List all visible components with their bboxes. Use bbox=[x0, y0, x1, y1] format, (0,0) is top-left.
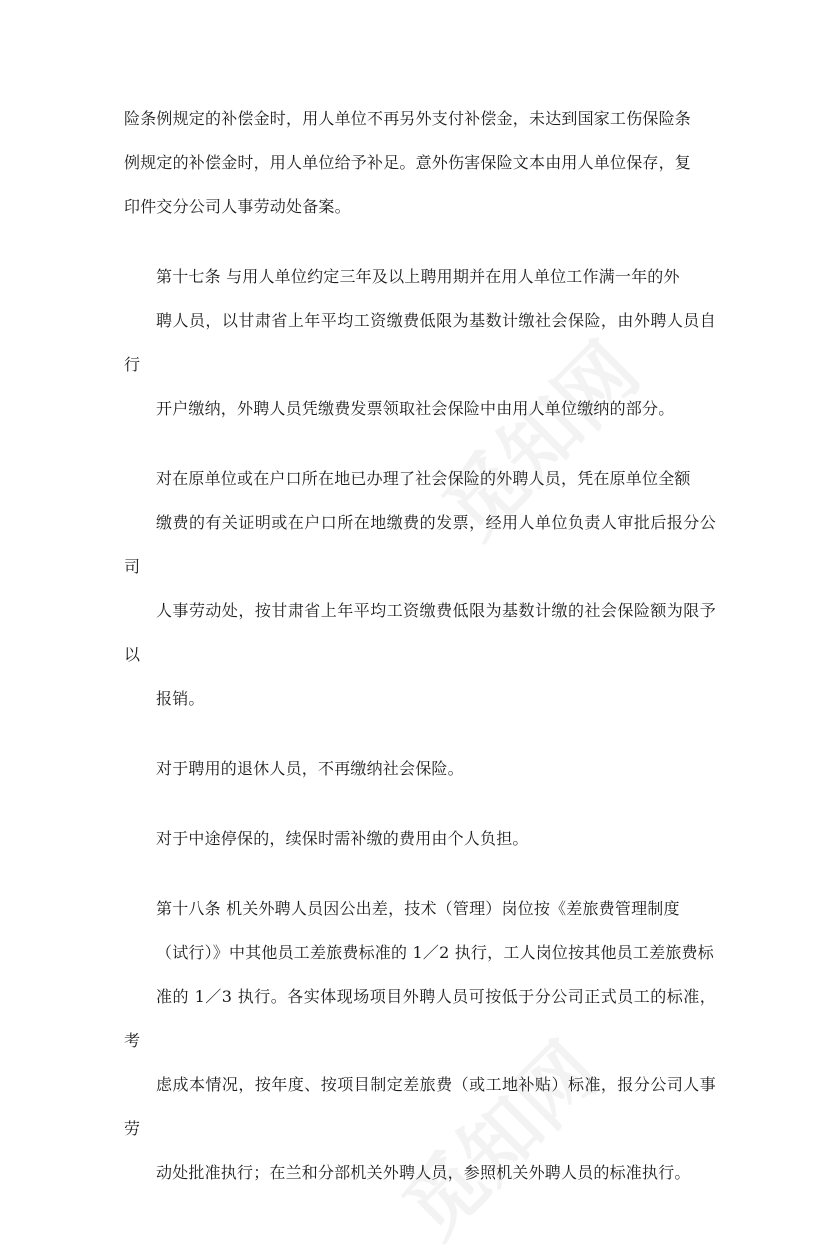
text-line: 险条例规定的补偿金时，用人单位不再另外支付补偿金，未达到国家工伤保险条 bbox=[124, 109, 692, 128]
text-line: 虑成本情况，按年度、按项目制定差旅费（或工地补贴）标准，报分公司人事劳 bbox=[124, 1075, 716, 1138]
text-line: 对于中途停保的，续保时需补缴的费用由个人负担。 bbox=[156, 829, 529, 848]
text-line: 缴费的有关证明或在户口所在地缴费的发票，经用人单位负责人审批后报分公司 bbox=[124, 513, 716, 576]
text-line: 开户缴纳，外聘人员凭缴费发票领取社会保险中由用人单位缴纳的部分。 bbox=[156, 399, 675, 418]
text-line: 对在原单位或在户口所在地已办理了社会保险的外聘人员，凭在原单位全额 bbox=[156, 469, 691, 488]
paragraph-article-18 bbox=[124, 887, 716, 1195]
text-line: 报销。 bbox=[156, 689, 205, 708]
text-line: 对于聘用的退休人员，不再缴纳社会保险。 bbox=[156, 759, 464, 778]
text-line: 准的 1／3 执行。各实体现场项目外聘人员可按低于分公司正式员工的标准，考 bbox=[124, 987, 716, 1050]
paragraph-insurance-compensation bbox=[124, 97, 716, 229]
text-line: 动处批准执行；在兰和分部机关外聘人员，参照机关外聘人员的标准执行。 bbox=[156, 1163, 691, 1182]
paragraph-article-17 bbox=[124, 255, 716, 431]
text-line: 印件交分公司人事劳动处备案。 bbox=[124, 197, 351, 216]
text-line: 人事劳动处，按甘肃省上年平均工资缴费低限为基数计缴的社会保险额为限予以 bbox=[124, 601, 716, 664]
paragraph-retired-staff bbox=[124, 747, 716, 791]
paragraph-existing-insurance bbox=[124, 457, 716, 721]
text-line: 第十七条 与用人单位约定三年及以上聘用期并在用人单位工作满一年的外 bbox=[156, 267, 680, 286]
text-line: 聘人员，以甘肃省上年平均工资缴费低限为基数计缴社会保险，由外聘人员自行 bbox=[124, 311, 716, 374]
text-line: 第十八条 机关外聘人员因公出差，技术（管理）岗位按《差旅费管理制度 bbox=[156, 899, 680, 918]
text-line: 例规定的补偿金时，用人单位给予补足。意外伤害保险文本由用人单位保存，复 bbox=[124, 153, 692, 172]
text-line: （试行）》中其他员工差旅费标准的 1／2 执行，工人岗位按其他员工差旅费标 bbox=[156, 943, 714, 962]
paragraph-suspended-insurance bbox=[124, 817, 716, 861]
document-body bbox=[124, 97, 716, 1221]
